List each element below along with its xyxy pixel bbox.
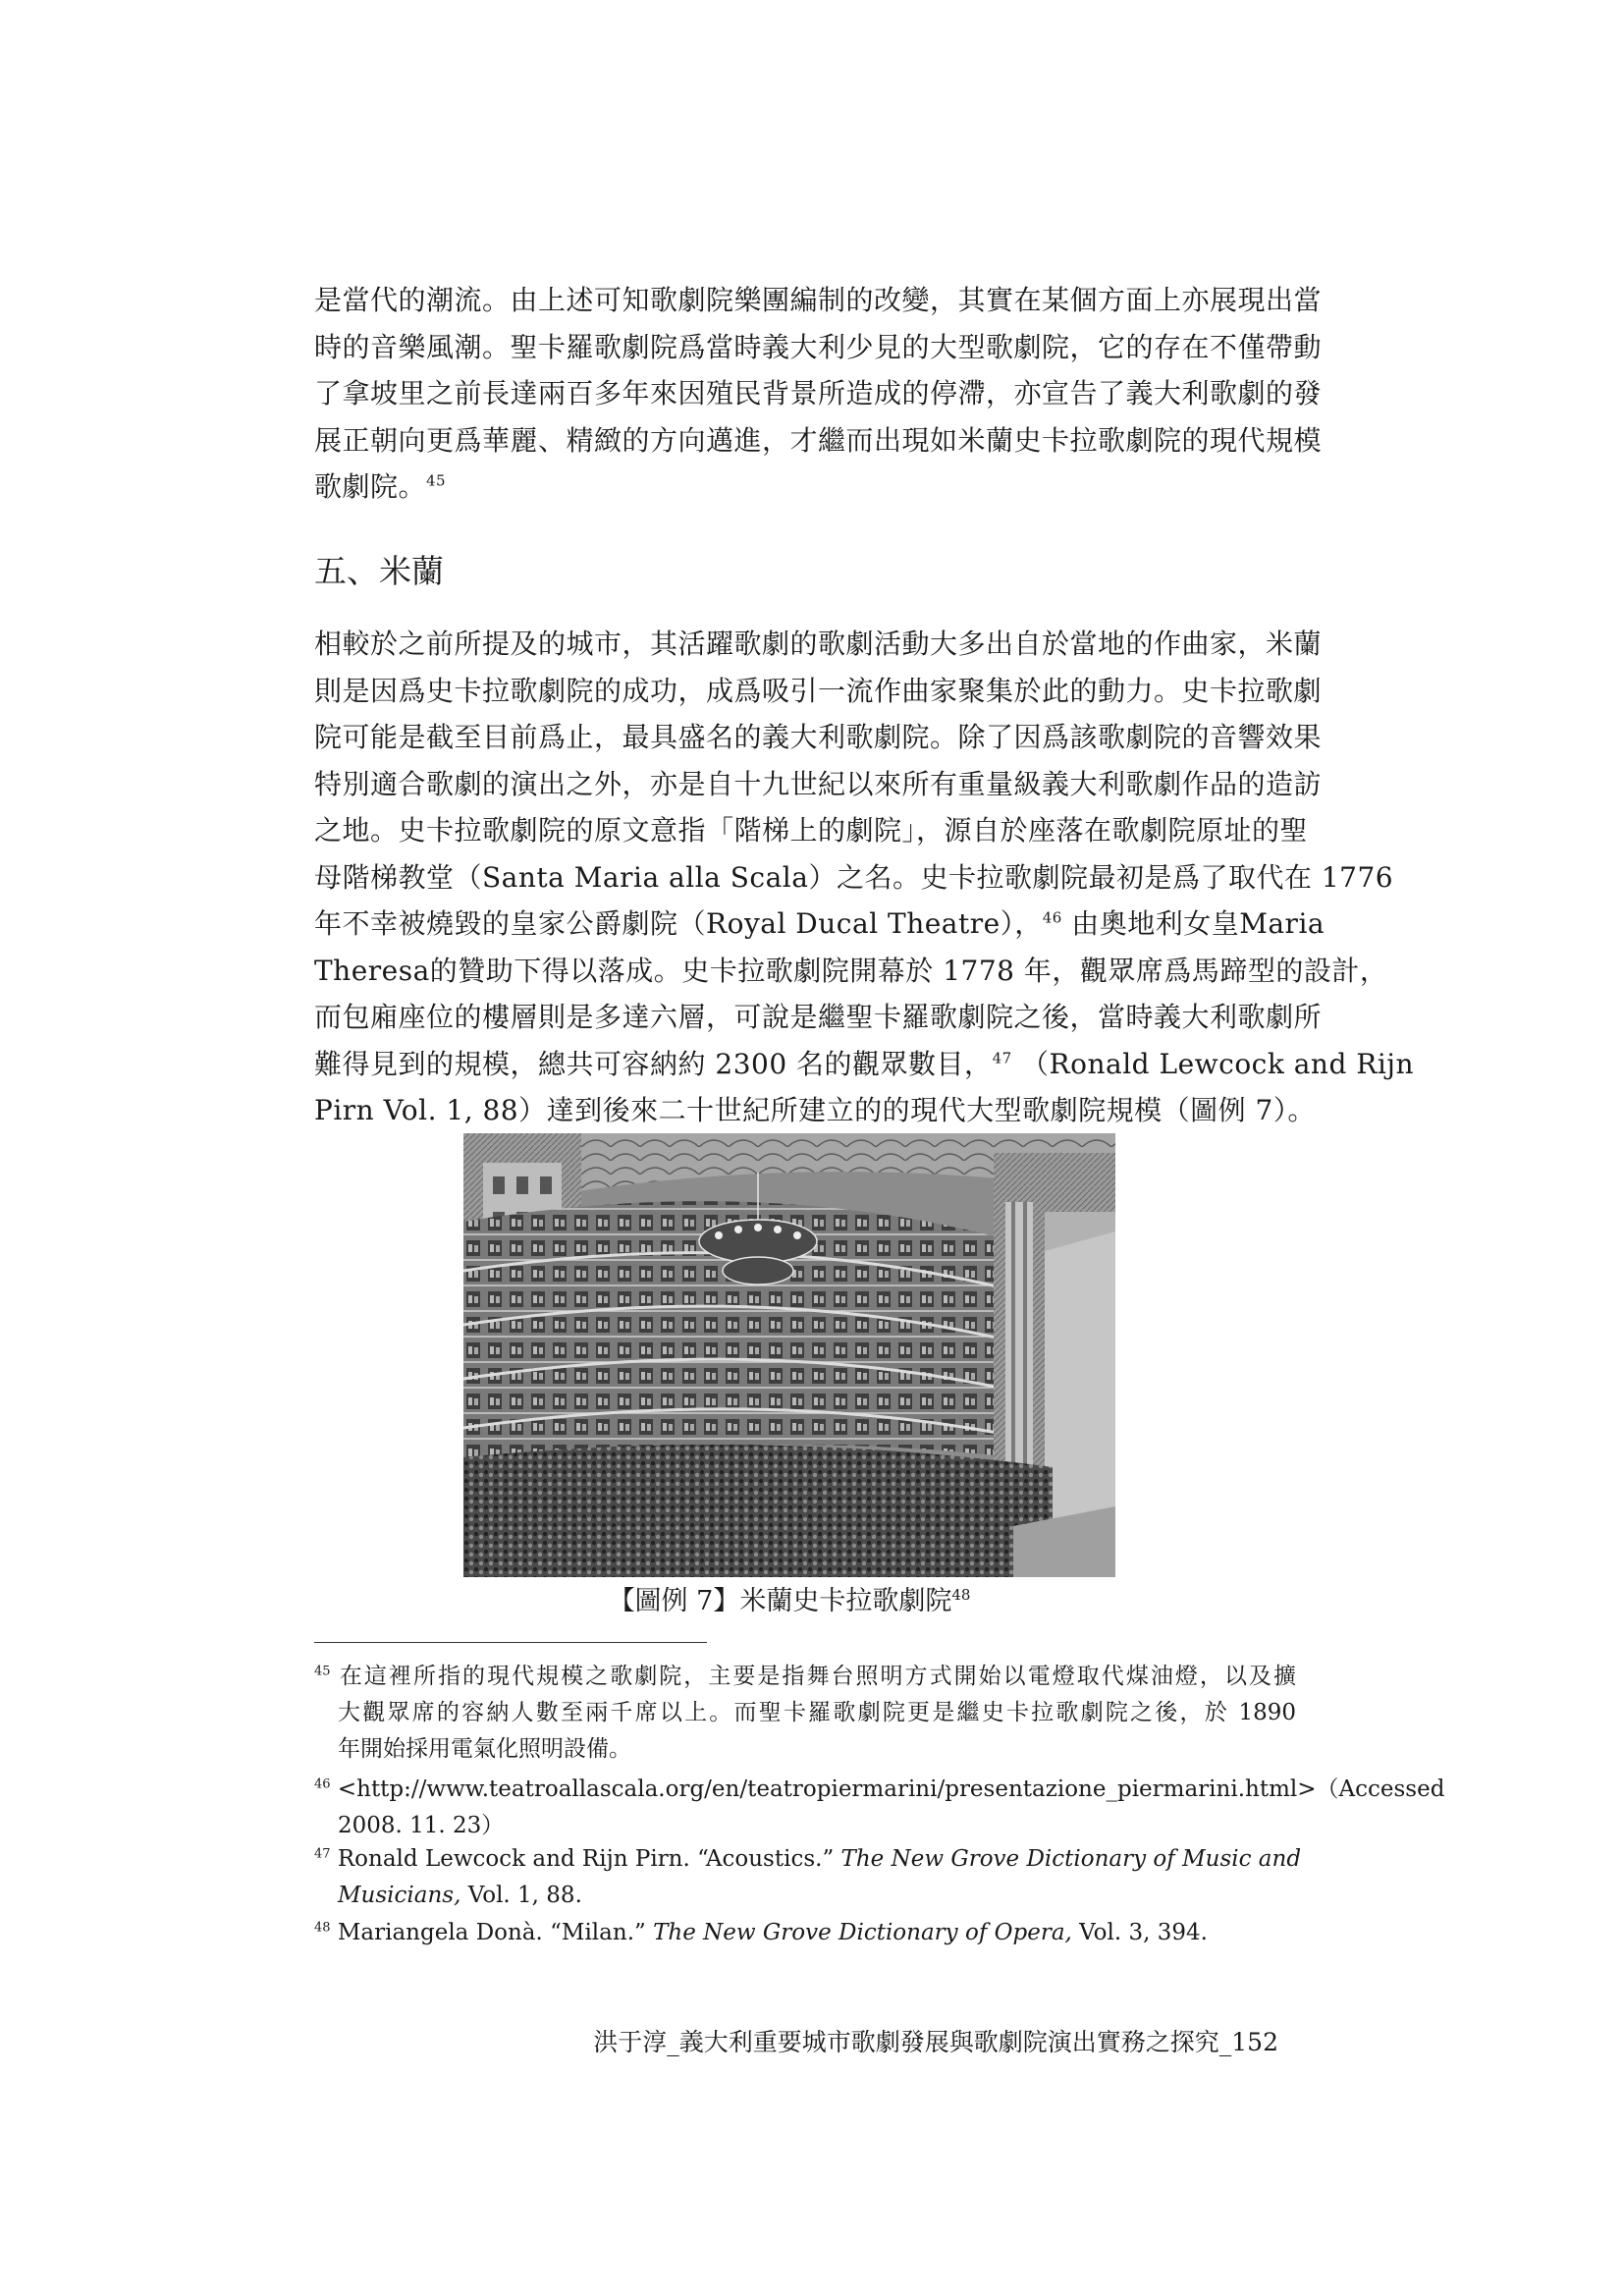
paragraph-line: 難得見到的規模，總共可容納約 2300 名的觀眾數目，$^{47}$ （Ronald Lewcock and Rijn [314, 1047, 1415, 1080]
paragraph-line: 年不幸被燒毀的皇家公爵劇院（Royal Ducal Theatre），$^{46}$ 由奧地利女皇Maria [314, 907, 1325, 940]
footnote-46 [314, 1772, 1445, 1844]
paragraph-line: 院可能是截至目前爲止，最具盛名的義大利歌劇院。除了因爲該歌劇院的音響效果 [314, 721, 1323, 753]
paragraph-line: 之地。史卡拉歌劇院的原文意指「階梯上的劇院」，源自於座落在歌劇院原址的聖 [314, 814, 1309, 847]
footnote-line: $^{47}$ Ronald Lewcock and Rijn Pirn. “Acoustics.” The New Grove Dictionary of Music and [314, 1846, 1302, 1872]
footnote-45 [314, 1659, 1296, 1768]
footnote-line: $^{45}$ 在這裡所指的現代規模之歌劇院，主要是指舞台照明方式開始以電燈取代煤油燈，以及擴 [314, 1664, 1296, 1689]
paragraph-line: 相較於之前所提及的城市，其活躍歌劇的歌劇活動大多出自於當地的作曲家，米蘭 [314, 628, 1323, 660]
footnote-48 [314, 1915, 1296, 1951]
paragraph-line: 特別適合歌劇的演出之外，亦是自十九世紀以來所有重量級義大利歌劇作品的造訪 [314, 767, 1323, 800]
footnote-divider [314, 1642, 707, 1643]
footnote-ref-45[interactable]: 45 [426, 471, 447, 490]
footnote-line: Musicians, Vol. 1, 88. [338, 1883, 582, 1908]
footnote-url-line[interactable]: $^{46}$ <http://www.teatroallascala.org/en/teatropiermarini/presentazione_piermarini.html>（Accessed [314, 1777, 1445, 1802]
page-footer: 洪于淳_義大利重要城市歌劇發展與歌劇院演出實務之探究_152 [593, 2028, 1278, 2056]
paragraph-line: 歌劇院。$^{45}$ [314, 470, 447, 503]
figure-caption: 【圖例 7】米蘭史卡拉歌劇院$^{48}$ [608, 1586, 971, 1616]
footnote-ref-47[interactable]: 47 [992, 1049, 1012, 1067]
footnote-line: 2008. 11. 23） [338, 1813, 505, 1838]
footnote-ref-48[interactable]: 48 [951, 1586, 971, 1604]
footnote-ref-46[interactable]: 46 [1042, 908, 1062, 927]
footnote-line: 大觀眾席的容納人數至兩千席以上。而聖卡羅歌劇院更是繼史卡拉歌劇院之後，於 1890 [338, 1700, 1296, 1725]
paragraph-line: 展正朝向更爲華麗、精緻的方向邁進，才繼而出現如米蘭史卡拉歌劇院的現代規模 [314, 423, 1323, 457]
footnote-line: $^{48}$ Mariangela Donà. “Milan.” The New Grove Dictionary of Opera, Vol. 3, 394. [314, 1920, 1208, 1945]
paragraph-2 [314, 621, 1415, 1134]
paragraph-line: Theresa的贊助下得以落成。史卡拉歌劇院開幕於 1778 年，觀眾席爲馬蹄型的設計， [314, 954, 1388, 987]
footnote-line: 年開始採用電氣化照明設備。 [338, 1736, 631, 1762]
la-scala-engraving [463, 1133, 1115, 1577]
footnote-47 [314, 1841, 1302, 1914]
paragraph-line: 了拿坡里之前長達兩百多年來因殖民背景所造成的停滯，亦宣告了義大利歌劇的發 [314, 377, 1323, 410]
paragraph-line: 則是因爲史卡拉歌劇院的成功，成爲吸引一流作曲家聚集於此的動力。史卡拉歌劇 [314, 674, 1323, 707]
paragraph-1 [314, 277, 1323, 511]
paragraph-line: 是當代的潮流。由上述可知歌劇院樂團編制的改變，其實在某個方面上亦展現出當 [314, 284, 1323, 316]
paragraph-line: 母階梯教堂（Santa Maria alla Scala）之名。史卡拉歌劇院最初是爲了取代在 1776 [314, 860, 1394, 894]
paragraph-line: Pirn Vol. 1, 88）達到後來二十世紀所建立的的現代大型歌劇院規模（圖例 7）。 [314, 1094, 1316, 1126]
paragraph-line: 時的音樂風潮。聖卡羅歌劇院爲當時義大利少見的大型歌劇院，它的存在不僅帶動 [314, 330, 1323, 363]
section-heading: 五、米蘭 [314, 552, 444, 590]
paragraph-line: 而包廂座位的樓層則是多達六層，可說是繼聖卡羅歌劇院之後，當時義大利歌劇所 [314, 1001, 1323, 1033]
